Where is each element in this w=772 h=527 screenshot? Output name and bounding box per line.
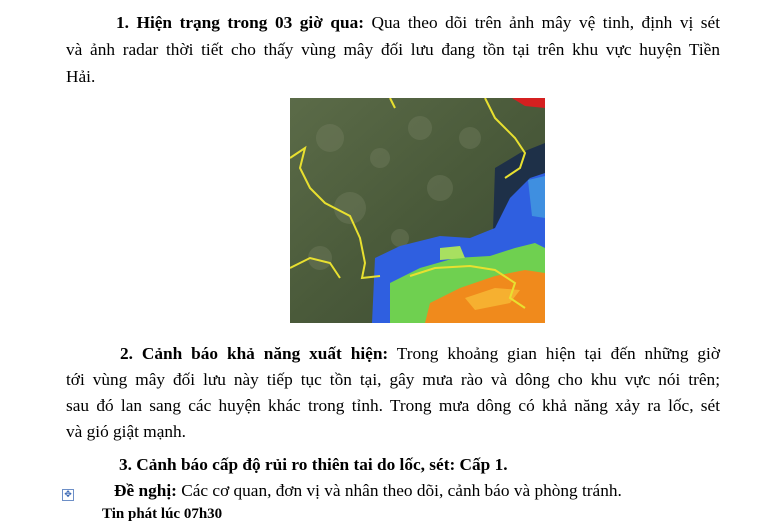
section2-line1: [66, 341, 720, 367]
section1-heading: 1. Hiện trạng trong 03 giờ qua:: [116, 13, 364, 32]
recommendation-text: Các cơ quan, đơn vị và nhân theo dõi, cảnh báo và phòng tránh.: [176, 481, 622, 500]
section2-line2: tới vùng mây đối lưu này tiếp tục tồn tại, gây mưa rào và dông cho khu vực nói trên;: [66, 370, 720, 389]
section2-line3: sau đó lan sang các huyện khác trong tỉnh. Trong mưa dông có khả năng xảy ra lốc, sét: [66, 396, 720, 415]
section3-line: [66, 452, 720, 478]
section2-line4: và gió giật mạnh.: [66, 422, 186, 441]
section1-line1: [66, 10, 720, 36]
issued-time: Tin phát lúc 07h30: [102, 506, 223, 522]
section2-heading: 2. Cảnh báo khả năng xuất hiện:: [120, 344, 389, 363]
section1-line3: Hải.: [66, 67, 96, 86]
section2-line1-text: Trong khoảng gian hiện tại đến những giờ: [388, 344, 720, 363]
move-icon[interactable]: ✥: [62, 489, 74, 501]
section1-line1-text: Qua theo dõi trên ảnh mây vệ tinh, định vị sét: [363, 13, 720, 32]
section3-heading: 3. Cảnh báo cấp độ rủi ro thiên tai do lốc, sét: Cấp 1.: [119, 455, 508, 474]
radar-satellite-map: [290, 98, 545, 323]
recommendation-label: Đề nghị:: [114, 481, 177, 500]
section1-line2: và ảnh radar thời tiết cho thấy vùng mây đối lưu đang tồn tại trên khu vực huyện Tiền: [66, 40, 720, 59]
